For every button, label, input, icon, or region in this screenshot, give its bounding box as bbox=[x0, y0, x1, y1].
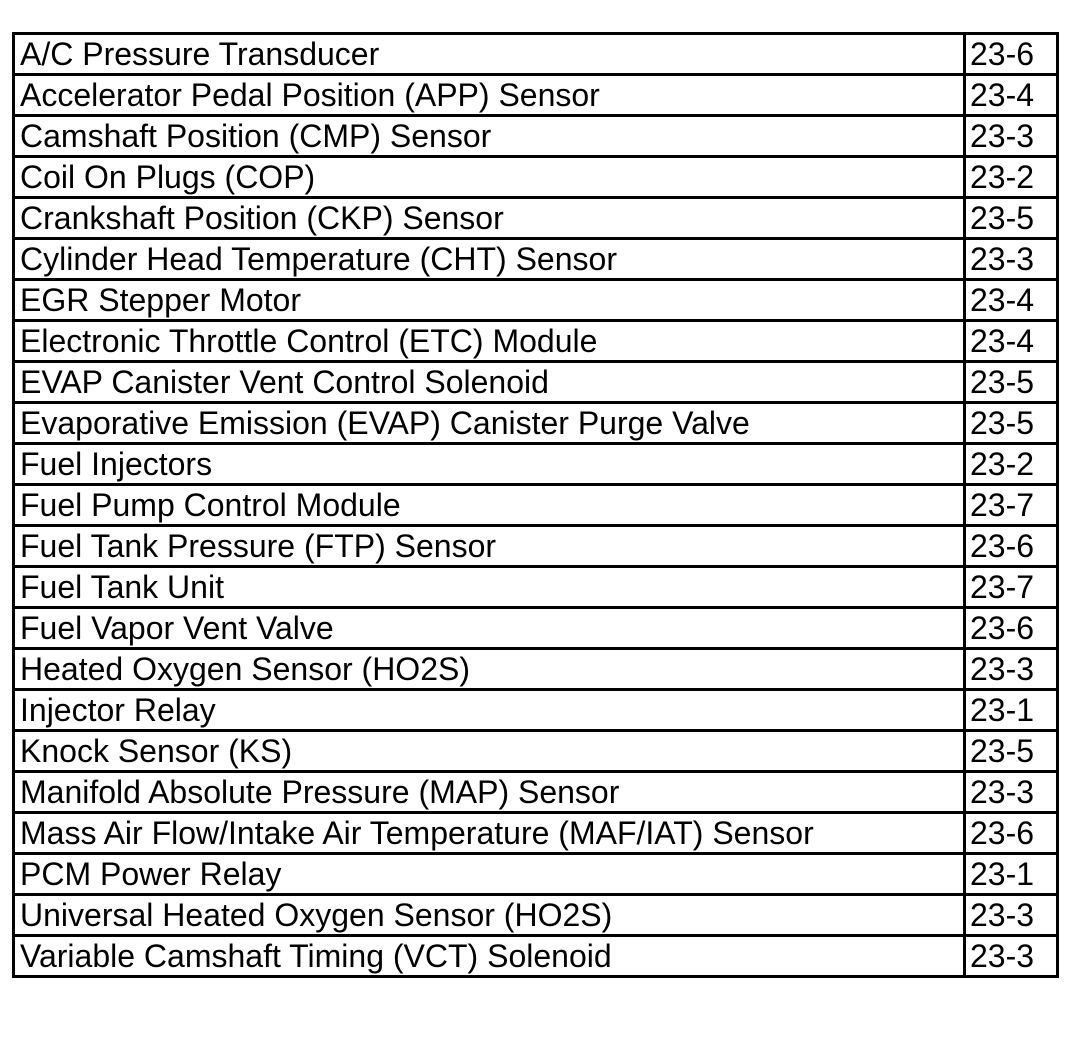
component-name-cell: Fuel Tank Pressure (FTP) Sensor bbox=[14, 526, 965, 567]
table-row bbox=[14, 362, 1058, 403]
table-row bbox=[14, 567, 1058, 608]
table-row bbox=[14, 854, 1058, 895]
table-row bbox=[14, 198, 1058, 239]
table-row bbox=[14, 75, 1058, 116]
component-name-cell: Fuel Vapor Vent Valve bbox=[14, 608, 965, 649]
component-name-cell: Mass Air Flow/Intake Air Temperature (MAF/IAT) Sensor bbox=[14, 813, 965, 854]
component-name-cell: Fuel Tank Unit bbox=[14, 567, 965, 608]
component-name-cell: Manifold Absolute Pressure (MAP) Sensor bbox=[14, 772, 965, 813]
component-name-cell: Coil On Plugs (COP) bbox=[14, 157, 965, 198]
page-reference-cell: 23-1 bbox=[965, 854, 1058, 895]
table-row bbox=[14, 772, 1058, 813]
component-name-cell: Electronic Throttle Control (ETC) Module bbox=[14, 321, 965, 362]
component-name-cell: Crankshaft Position (CKP) Sensor bbox=[14, 198, 965, 239]
component-name-cell: Knock Sensor (KS) bbox=[14, 731, 965, 772]
component-name-cell: PCM Power Relay bbox=[14, 854, 965, 895]
page-reference-cell: 23-5 bbox=[965, 198, 1058, 239]
component-name-cell: Variable Camshaft Timing (VCT) Solenoid bbox=[14, 936, 965, 977]
page-reference-cell: 23-6 bbox=[965, 608, 1058, 649]
component-name-cell: EVAP Canister Vent Control Solenoid bbox=[14, 362, 965, 403]
table-row bbox=[14, 813, 1058, 854]
page-reference-cell: 23-3 bbox=[965, 649, 1058, 690]
table-row bbox=[14, 649, 1058, 690]
table-row bbox=[14, 526, 1058, 567]
page-reference-cell: 23-4 bbox=[965, 280, 1058, 321]
page-reference-cell: 23-6 bbox=[965, 526, 1058, 567]
table-row bbox=[14, 321, 1058, 362]
table-row bbox=[14, 34, 1058, 75]
page-reference-cell: 23-5 bbox=[965, 362, 1058, 403]
page-reference-cell: 23-5 bbox=[965, 731, 1058, 772]
component-name-cell: EGR Stepper Motor bbox=[14, 280, 965, 321]
page-reference-cell: 23-6 bbox=[965, 813, 1058, 854]
component-index-table bbox=[12, 32, 1059, 978]
page-reference-cell: 23-3 bbox=[965, 772, 1058, 813]
component-name-cell: Injector Relay bbox=[14, 690, 965, 731]
page-reference-cell: 23-2 bbox=[965, 444, 1058, 485]
page-reference-cell: 23-7 bbox=[965, 485, 1058, 526]
page-reference-cell: 23-3 bbox=[965, 936, 1058, 977]
table-row bbox=[14, 690, 1058, 731]
table-row bbox=[14, 239, 1058, 280]
table-row bbox=[14, 895, 1058, 936]
page-reference-cell: 23-7 bbox=[965, 567, 1058, 608]
table-row bbox=[14, 608, 1058, 649]
table-row bbox=[14, 485, 1058, 526]
component-name-cell: Fuel Injectors bbox=[14, 444, 965, 485]
table-row bbox=[14, 731, 1058, 772]
page-reference-cell: 23-3 bbox=[965, 116, 1058, 157]
page-reference-cell: 23-2 bbox=[965, 157, 1058, 198]
component-name-cell: A/C Pressure Transducer bbox=[14, 34, 965, 75]
table-row bbox=[14, 116, 1058, 157]
component-index-body bbox=[14, 34, 1058, 977]
page-reference-cell: 23-4 bbox=[965, 75, 1058, 116]
table-row bbox=[14, 403, 1058, 444]
component-name-cell: Accelerator Pedal Position (APP) Sensor bbox=[14, 75, 965, 116]
page-reference-cell: 23-5 bbox=[965, 403, 1058, 444]
component-name-cell: Heated Oxygen Sensor (HO2S) bbox=[14, 649, 965, 690]
page-reference-cell: 23-3 bbox=[965, 239, 1058, 280]
page-reference-cell: 23-3 bbox=[965, 895, 1058, 936]
table-row bbox=[14, 444, 1058, 485]
page-reference-cell: 23-6 bbox=[965, 34, 1058, 75]
component-name-cell: Camshaft Position (CMP) Sensor bbox=[14, 116, 965, 157]
component-name-cell: Universal Heated Oxygen Sensor (HO2S) bbox=[14, 895, 965, 936]
component-name-cell: Fuel Pump Control Module bbox=[14, 485, 965, 526]
page-reference-cell: 23-4 bbox=[965, 321, 1058, 362]
table-row bbox=[14, 936, 1058, 977]
page-reference-cell: 23-1 bbox=[965, 690, 1058, 731]
table-row bbox=[14, 157, 1058, 198]
table-row bbox=[14, 280, 1058, 321]
component-name-cell: Evaporative Emission (EVAP) Canister Purge Valve bbox=[14, 403, 965, 444]
component-name-cell: Cylinder Head Temperature (CHT) Sensor bbox=[14, 239, 965, 280]
